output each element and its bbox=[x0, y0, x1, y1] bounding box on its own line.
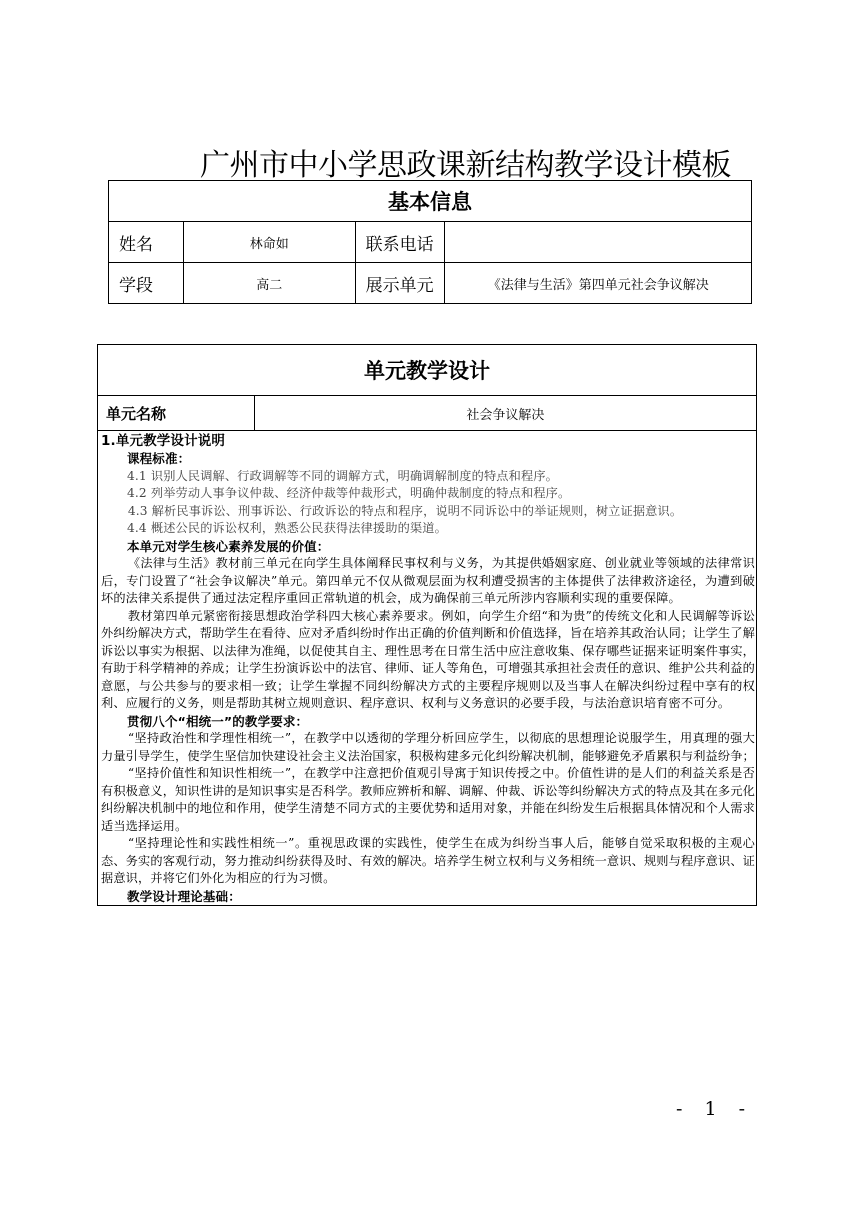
unit-design-table bbox=[97, 344, 757, 906]
requirements-heading: 贯彻八个“相统一”的教学要求： bbox=[127, 713, 309, 729]
unit-label: 展示单元 bbox=[355, 263, 445, 304]
unit-value: 《法律与生活》第四单元社会争议解决 bbox=[445, 263, 752, 304]
document-title: 广州市中小学思政课新结构教学设计模板 bbox=[200, 148, 731, 183]
stage-label: 学段 bbox=[109, 263, 184, 304]
section-title: 1.单元教学设计说明 bbox=[101, 433, 226, 449]
standard-item: 4.1 识别人民调解、行政调解等不同的调解方式，明确调解制度的特点和程序。 bbox=[127, 468, 558, 483]
requirement-paragraph: “坚持理论性和实践性相统一”。重视思政课的实践性，使学生在成为纠纷当事人后，能够自觉采取积极的主观心态、务实的客观行动，努力推动纠纷获得及时、有效的解决。培养学生树立权利与义务相统一意识、规则与程序意识、证据意识，并将它们外化为相应的行为习惯。 bbox=[101, 836, 755, 885]
name-value: 林命如 bbox=[183, 222, 355, 263]
standard-item: 4.4 概述公民的诉讼权利，熟悉公民获得法律援助的渠道。 bbox=[127, 521, 447, 535]
design-description-cell bbox=[98, 431, 757, 906]
value-paragraph: 教材第四单元紧密衔接思想政治学科四大核心素养要求。例如，向学生介绍“和为贵”的传统文化和人民调解等诉讼外纠纷解决方式，帮助学生在看待、应对矛盾纠纷时作出正确的价值判断和价值选择，旨在培养其政治认同；让学生了解诉讼以事实为根据、以法律为准绳，以促使其自主、理性思考在日常生活中应注意收集、保存哪些证据来证明案件事实，有助于科学精神的养成；让学生扮演诉讼中的法官、律师、证人等角色，可增强其承担社会责任的意识、维护公共利益的意愿，与公共参与的要求相一致；让学生掌握不同纠纷解决方式的主要程序规则以及当事人在解决纠纷过程中享有的权利、应履行的义务，则是帮助其树立规则意识、程序意识、权利与义务意识的必要手段，与法治意识培育密不可分。 bbox=[101, 608, 755, 710]
standard-item: 4.3 解析民事诉讼、刑事诉讼、行政诉讼的特点和程序，说明不同诉讼中的举证规则，树立证据意识。 bbox=[127, 503, 683, 518]
unit-design-header: 单元教学设计 bbox=[98, 345, 757, 396]
stage-value: 高二 bbox=[183, 263, 355, 304]
phone-label: 联系电话 bbox=[355, 222, 445, 263]
name-label: 姓名 bbox=[109, 222, 184, 263]
unit-name-label: 单元名称 bbox=[98, 396, 255, 431]
curriculum-heading: 课程标准： bbox=[127, 451, 191, 466]
unit-name-value: 社会争议解决 bbox=[254, 396, 756, 431]
value-heading: 本单元对学生核心素养发展的价值： bbox=[127, 538, 330, 554]
phone-value bbox=[445, 222, 752, 263]
requirement-paragraph: “坚持价值性和知识性相统一”，在教学中注意把价值观引导寓于知识传授之中。价值性讲的是人们的利益关系是否有积极意义，知识性讲的是知识事实是否科学。教师应辨析和解、调解、仲裁、诉讼等纠纷解决方式的特点及其在多元化纠纷解决机制中的地位和作用，使学生清楚不同方式的主要优势和适用对象，并能在纠纷发生后根据具体情况和个人需求适当选择运用。 bbox=[101, 766, 755, 833]
page-number: - 1 - bbox=[676, 1098, 754, 1120]
requirement-paragraph: “坚持政治性和学理性相统一”，在教学中以透彻的学理分析回应学生，以彻底的思想理论说服学生，用真理的强大力量引导学生，使学生坚信加快建设社会主义法治国家，积极构建多元化纠纷解决机制，能够避免矛盾累积与利益纷争； bbox=[101, 731, 755, 763]
theory-heading: 教学设计理论基础： bbox=[127, 888, 241, 904]
basic-info-header: 基本信息 bbox=[109, 181, 752, 222]
value-paragraph: 《法律与生活》教材前三单元在向学生具体阐释民事权利与义务，为其提供婚姻家庭、创业就业等领域的法律常识后，专门设置了“社会争议解决”单元。第四单元不仅从微观层面为权利遭受损害的主体提供了法律救济途径，为遭到破坏的法律关系提供了通过法定程序重回正常轨道的机会，成为确保前三单元所涉内容顺利实现的重要保障。 bbox=[101, 556, 755, 605]
basic-info-table bbox=[108, 180, 752, 304]
standard-item: 4.2 列举劳动人事争议仲裁、经济仲裁等仲裁形式，明确仲裁制度的特点和程序。 bbox=[127, 486, 571, 500]
